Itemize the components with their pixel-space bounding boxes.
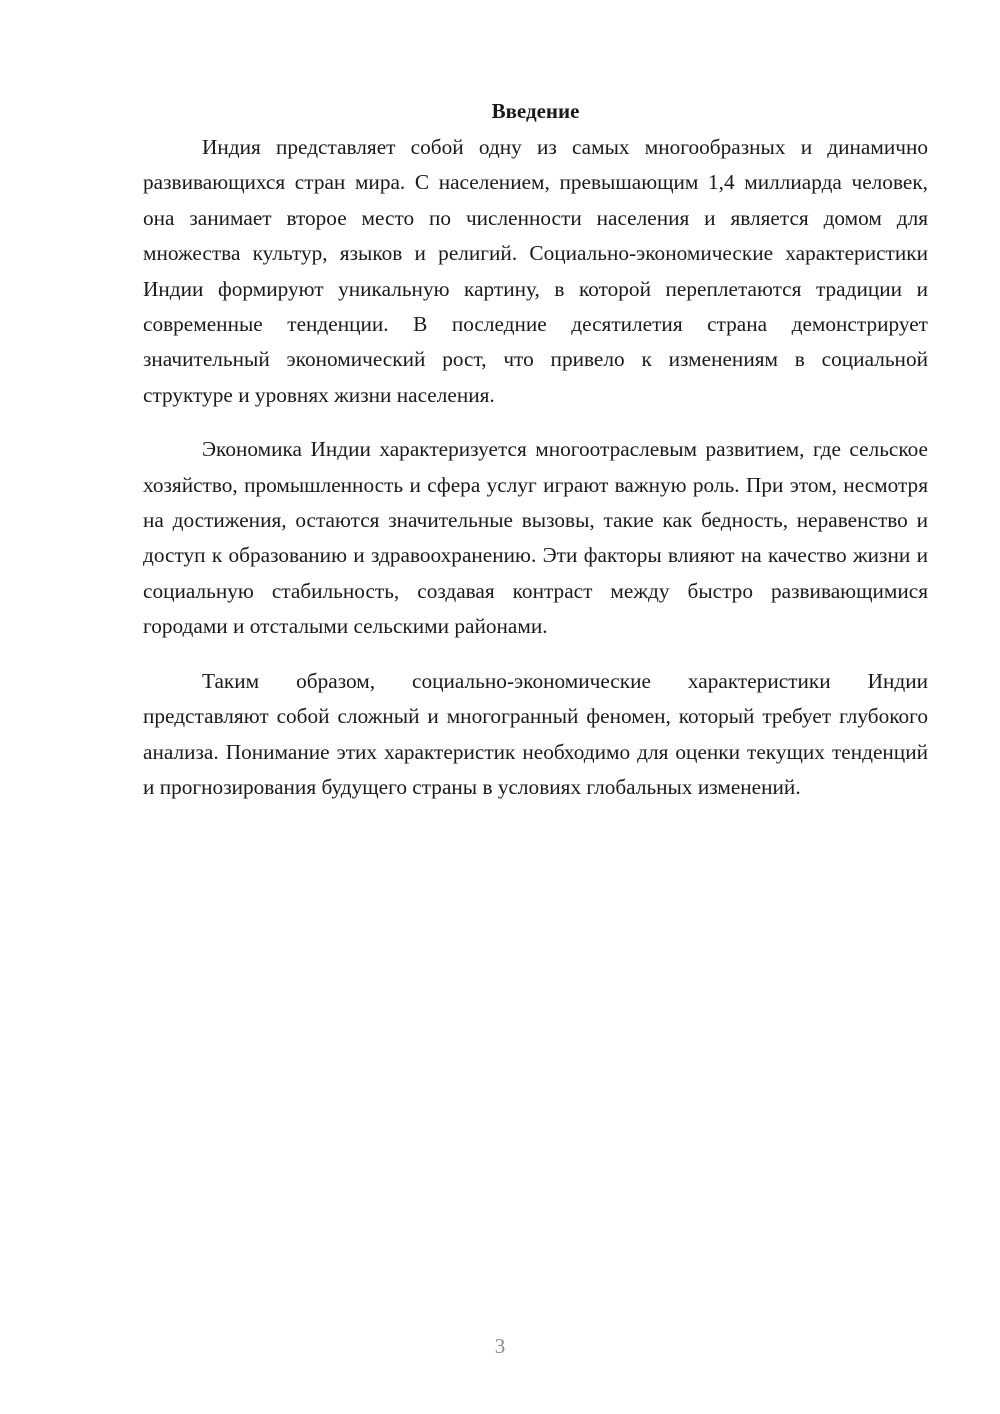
paragraph-1: Индия представляет собой одну из самых многообразных и динамично развивающихся стран мира. С населением, превышающим 1,4 миллиарда человек, она занимает второе место по численности населения и является домом для множества культур, языков и религий. Социально-экономические характеристики Индии формируют уникальную картину, в которой переплетаются традиции и современные тенденции. В последние десятилетия страна демонстрирует значительный экономический рост, что привело к изменениям в социальной структуре и уровнях жизни населения. bbox=[143, 135, 928, 407]
page-number: 3 bbox=[494, 1334, 506, 1358]
page-content bbox=[143, 96, 928, 824]
section-title: Введение bbox=[491, 99, 580, 123]
paragraph-3: Таким образом, социально-экономические характеристики Индии представляют собой сложный и многогранный феномен, который требует глубокого анализа. Понимание этих характеристик необходимо для оценки текущих тенденций и прогнозирования будущего страны в условиях глобальных изменений. bbox=[143, 668, 928, 799]
paragraph-2: Экономика Индии характеризуется многоотраслевым развитием, где сельское хозяйство, промышленность и сфера услуг играют важную роль. При этом, несмотря на достижения, остаются значительные вызовы, такие как бедность, неравенство и доступ к образованию и здравоохранению. Эти факторы влияют на качество жизни и социальную стабильность, создавая контраст между быстро развивающимися городами и отсталыми сельскими районами. bbox=[143, 437, 928, 639]
